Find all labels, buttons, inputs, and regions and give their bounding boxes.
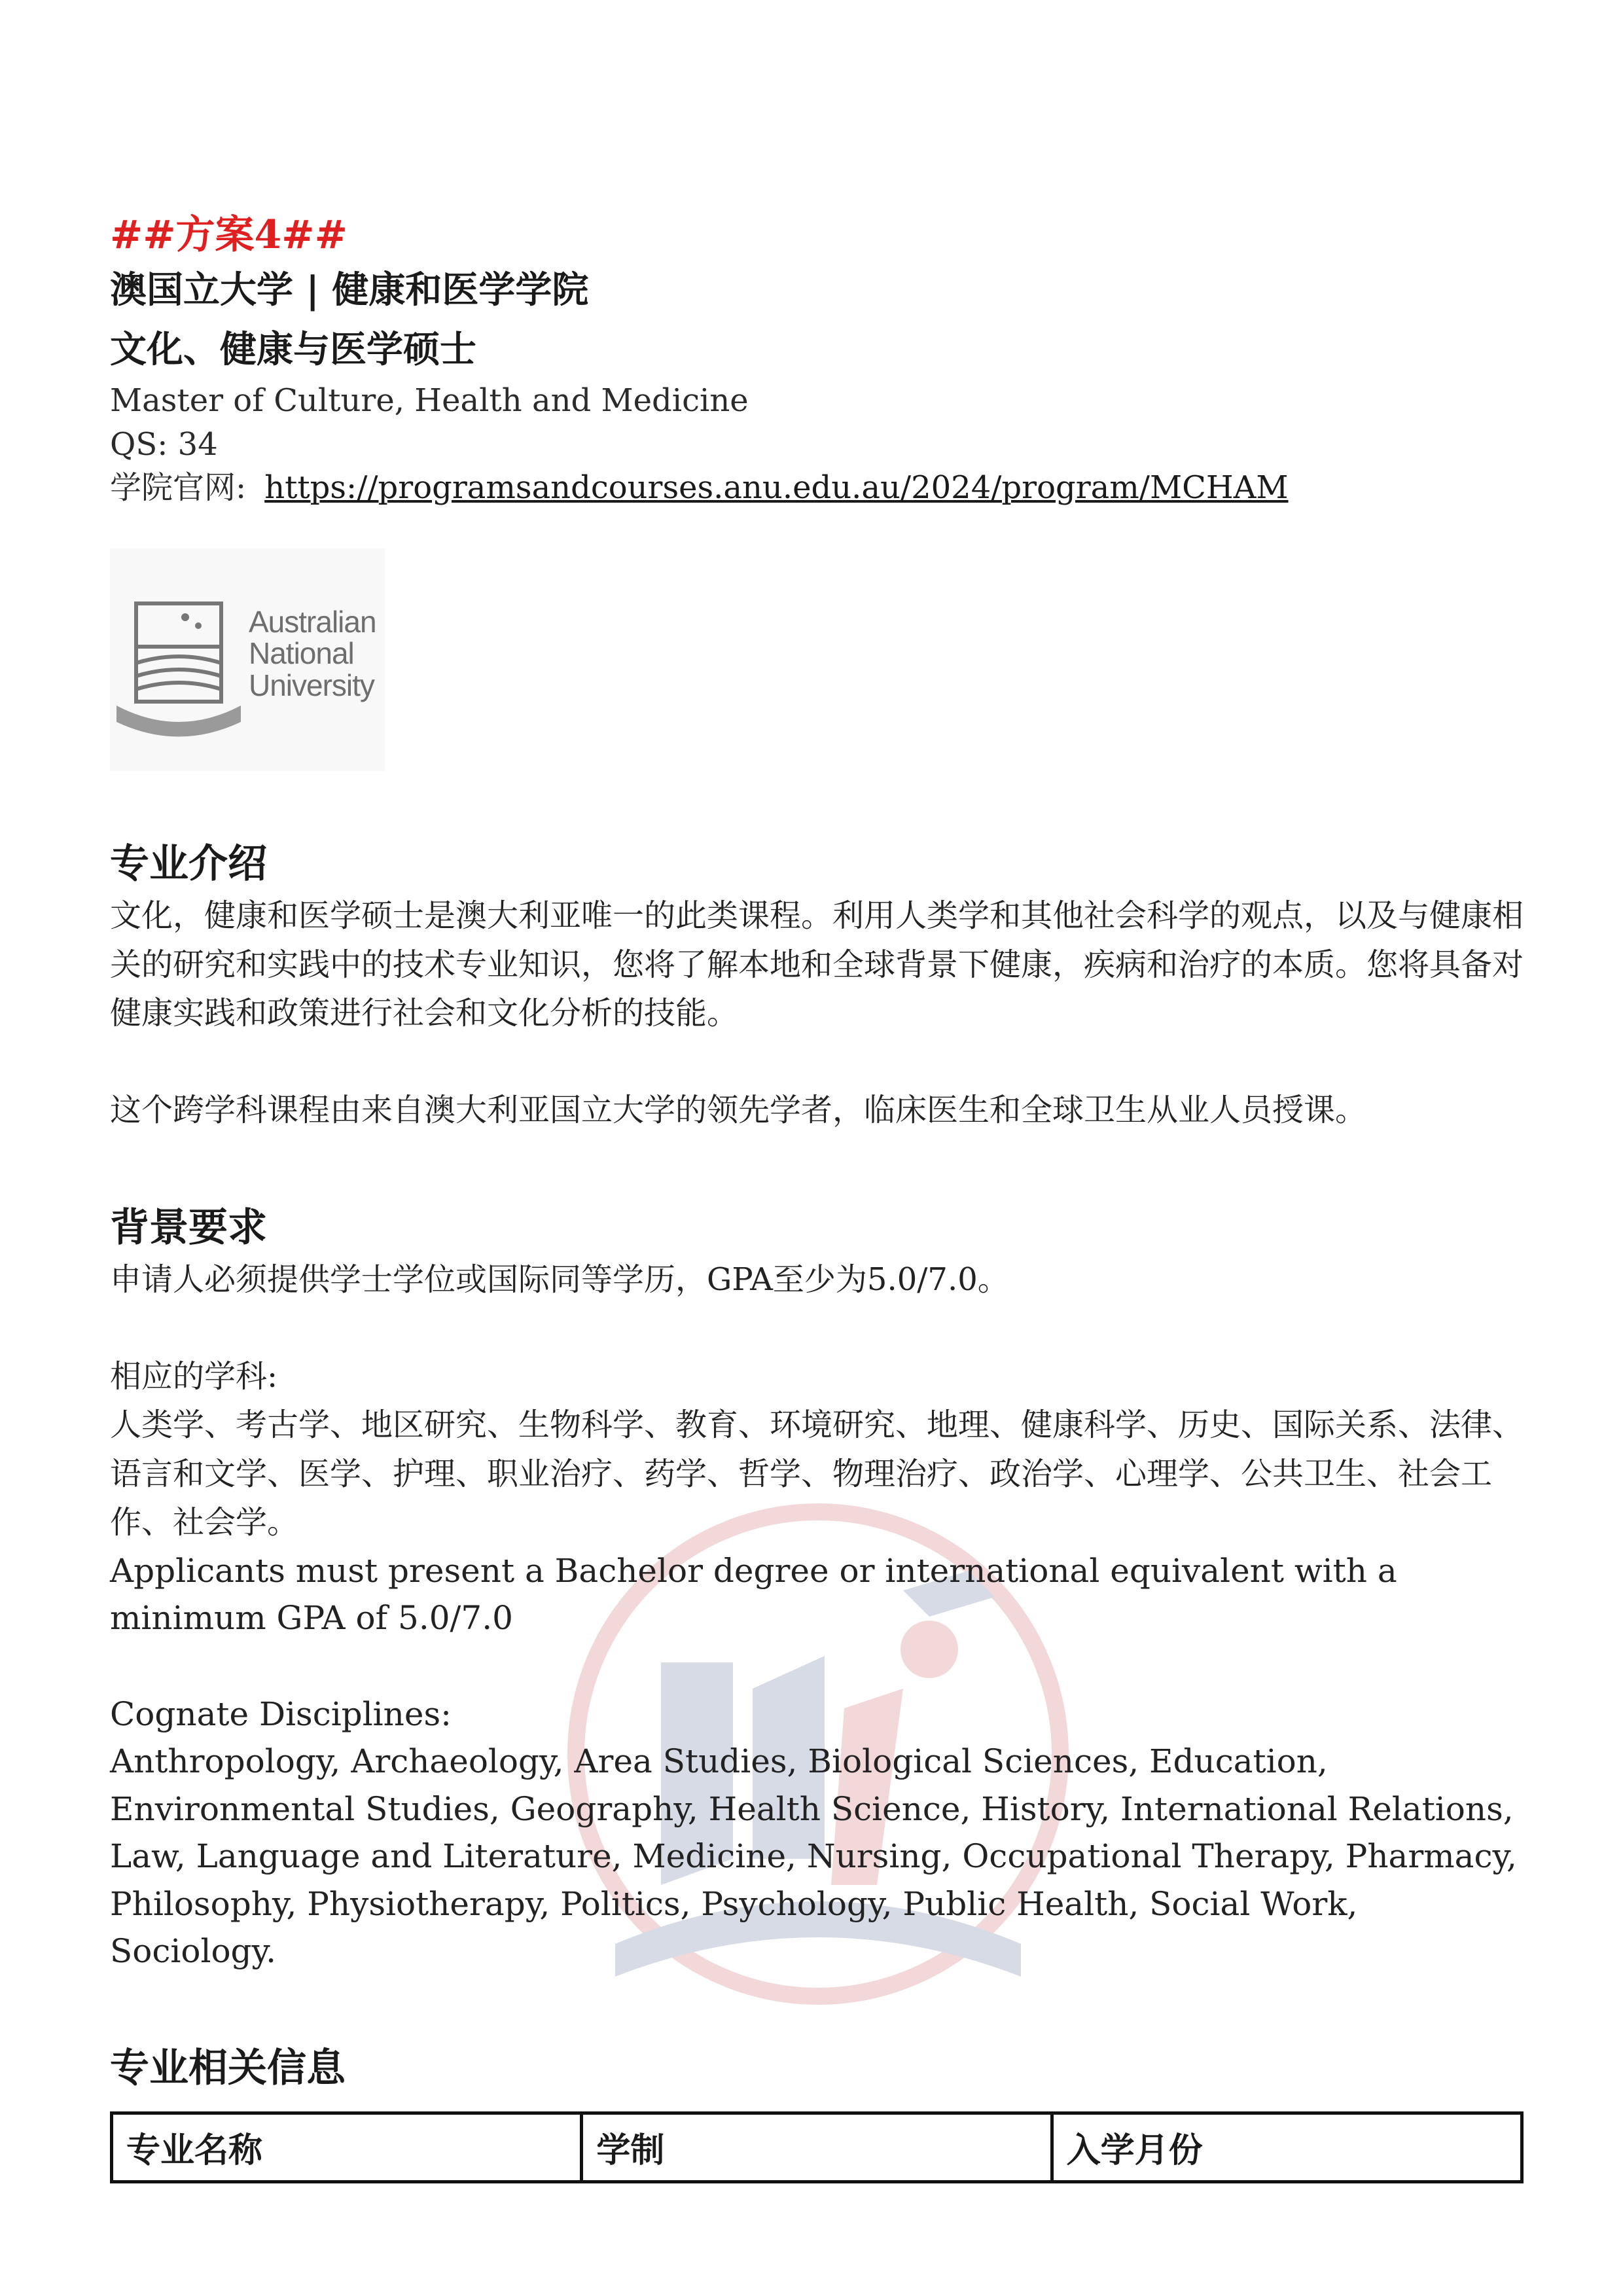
website-link[interactable]: https://programsandcourses.anu.edu.au/2024/program/MCHAM [264, 469, 1289, 506]
program-info-table [110, 2111, 1524, 2183]
column-program-name: 专业名称 [112, 2113, 582, 2181]
program-title-cn: 文化、健康与医学硕士 [110, 327, 476, 371]
disciplines-label-cn: 相应的学科: [110, 1358, 278, 1395]
disciplines-cn: 人类学、考古学、地区研究、生物科学、教育、环境研究、地理、健康科学、历史、国际关系、法律、语言和文学、医学、护理、职业治疗、药学、哲学、物理治疗、政治学、心理学、公共卫生、社会工作、社会学。 [110, 1407, 1524, 1541]
website-label: 学院官网: [110, 469, 247, 506]
requirement-cn: 申请人必须提供学士学位或国际同等学历，GPA至少为5.0/7.0。 [110, 1261, 1009, 1298]
university-school-title: 澳国立大学 | 健康和医学学院 [110, 268, 589, 312]
plan-tag: ##方案4## [110, 212, 348, 258]
intro-paragraph-2: 这个跨学科课程由来自澳大利亚国立大学的领先学者，临床医生和全球卫生从业人员授课。 [110, 1092, 1367, 1129]
column-intake-month: 入学月份 [1052, 2113, 1522, 2181]
qs-ranking: QS: 34 [110, 425, 218, 463]
program-title-en: Master of Culture, Health and Medicine [110, 382, 749, 420]
disciplines-en: Anthropology, Archaeology, Area Studies, Biological Sciences, Education, Environmental Studies, Geography, Health Science, History, International Relations, Law, Language and Literature, Medicine, Nursing, Occupational Therapy, Pharmacy, Philosophy, Physiotherapy, Politics, Psychology, Public Health, Social Work, Sociology. [110, 1742, 1517, 1971]
website-row [110, 466, 1524, 509]
university-logo [110, 548, 385, 771]
background-heading: 背景要求 [110, 1204, 267, 1251]
intro-heading: 专业介绍 [110, 841, 267, 888]
column-duration: 学制 [582, 2113, 1052, 2181]
related-info-heading: 专业相关信息 [110, 2045, 346, 2091]
intro-paragraph-1: 文化，健康和医学硕士是澳大利亚唯一的此类课程。利用人类学和其他社会科学的观点，以及与健康相关的研究和实践中的技术专业知识，您将了解本地和全球背景下健康，疾病和治疗的本质。您将具备对健康实践和政策进行社会和文化分析的技能。 [110, 897, 1524, 1031]
document-page [110, 209, 1524, 2183]
logo-wordmark: Australian National University [249, 605, 376, 702]
requirement-en: Applicants must present a Bachelor degree or international equivalent with a minimum GPA of 5.0/7.0 [110, 1551, 1397, 1638]
table-header-row [112, 2113, 1522, 2181]
disciplines-label-en: Cognate Disciplines: [110, 1695, 452, 1733]
crest-icon [110, 548, 249, 771]
